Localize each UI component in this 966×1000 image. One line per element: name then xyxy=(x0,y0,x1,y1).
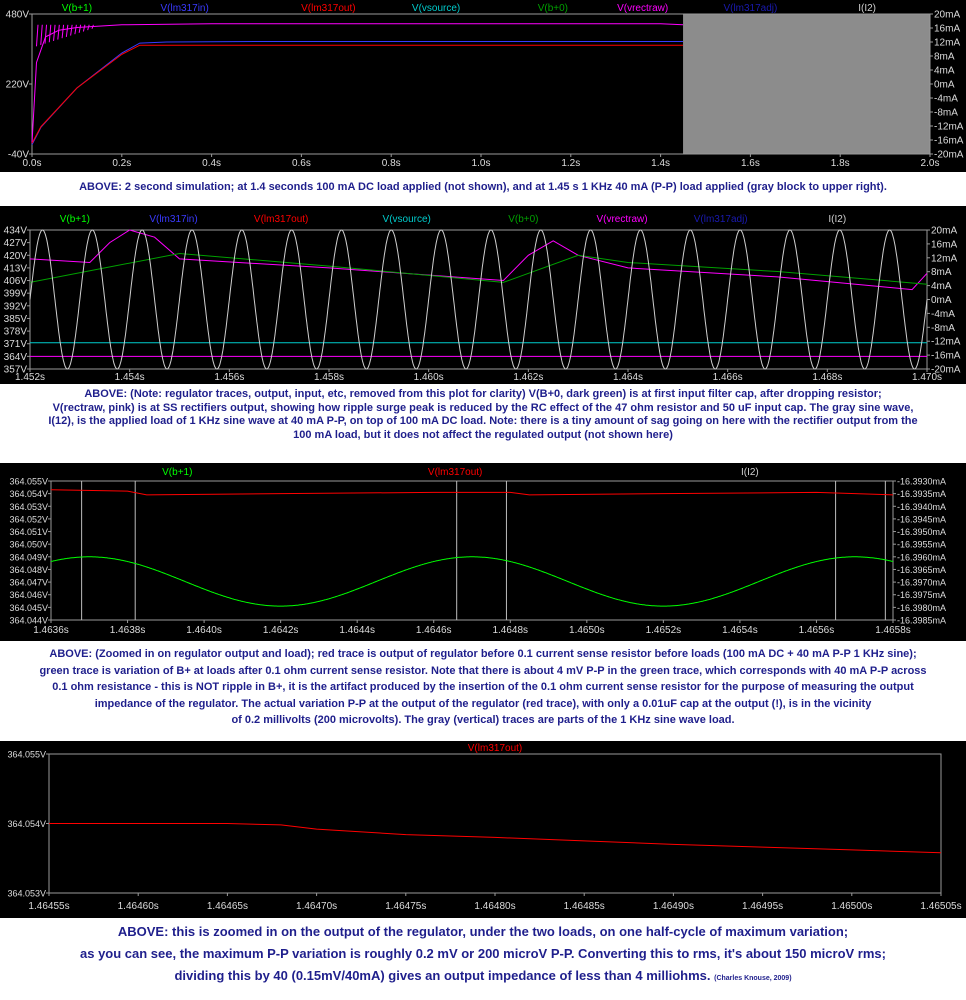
y-tick-label: 420V xyxy=(3,250,27,262)
caption-2-line: V(rectraw, pink) is at SS rectifiers output, showing how ripple surge peak is reduced by the RC effect of the 47 ohm resistor and 50 uF input cap. The gray sine wave, xyxy=(52,401,914,414)
y2-tick-label: 4mA xyxy=(934,65,955,77)
caption-3-line: of 0.2 millivolts (200 microvolts). The gray (vertical) traces are parts of the 1 KHz sine wave load. xyxy=(231,714,735,726)
y2-tick-label: -16mA xyxy=(934,135,964,147)
y2-tick-label: -16.3985mA xyxy=(897,615,947,626)
x-tick-label: 1.4650s xyxy=(569,625,605,636)
x-tick-label: 1.4s xyxy=(651,158,671,169)
y2-tick-label: 16mA xyxy=(931,239,958,251)
x-tick-label: 0.2s xyxy=(112,158,132,169)
plot-panel-3 xyxy=(0,463,966,641)
y-tick-label: 364.053V xyxy=(9,501,48,512)
y2-tick-label: 16mA xyxy=(934,23,961,35)
legend-entry: V(lm317in) xyxy=(149,214,198,225)
y2-tick-label: -12mA xyxy=(934,121,964,133)
y2-tick-label: -8mA xyxy=(934,107,958,119)
series-line-v-b-0- xyxy=(30,254,927,285)
x-tick-label: 1.470s xyxy=(911,372,943,383)
y-tick-label: 364.048V xyxy=(9,564,48,575)
x-tick-label: 0.0s xyxy=(22,158,42,169)
y-tick-label: 406V xyxy=(3,276,27,288)
ripple-mark xyxy=(92,25,94,29)
x-tick-label: 1.0s xyxy=(471,158,491,169)
y-tick-label: 364.046V xyxy=(9,590,48,601)
x-tick-label: 1.4652s xyxy=(645,625,682,636)
y-tick-label: 427V xyxy=(3,238,27,250)
y2-tick-label: -16.3955mA xyxy=(897,539,947,550)
y2-tick-label: -16.3980mA xyxy=(897,602,947,613)
legend-entry: V(vrectraw) xyxy=(596,214,648,225)
y2-tick-label: -16.3950mA xyxy=(897,527,947,538)
ripple-mark xyxy=(71,25,73,36)
x-tick-label: 1.452s xyxy=(14,372,46,383)
x-tick-label: 1.46495s xyxy=(742,901,784,912)
x-tick-label: 1.4656s xyxy=(798,625,835,636)
legend-entry: V(lm317out) xyxy=(301,3,356,14)
x-tick-label: 1.6s xyxy=(740,158,760,169)
plot-4-svg xyxy=(0,741,966,918)
x-tick-label: 1.4640s xyxy=(186,625,222,636)
x-tick-label: 1.46480s xyxy=(474,901,516,912)
x-tick-label: 1.4636s xyxy=(33,625,69,636)
y-tick-label: 364.052V xyxy=(9,514,48,525)
legend-entry: V(lm317out) xyxy=(467,743,523,754)
x-tick-label: 1.4638s xyxy=(109,625,146,636)
ripple-mark xyxy=(45,25,47,44)
y-tick-label: 220V xyxy=(5,79,29,91)
y2-tick-label: -16.3975mA xyxy=(897,590,947,601)
y2-tick-label: 8mA xyxy=(931,267,952,279)
credit: (Charles Knouse, 2009) xyxy=(714,975,792,982)
ripple-mark xyxy=(75,25,77,34)
caption-1-line: ABOVE: 2 second simulation; at 1.4 seconds 100 mA DC load applied (not shown), and at 1.45 s 1 KHz 40 mA (P-P) load applied (gray block to upper right). xyxy=(79,181,887,193)
x-tick-label: 1.4648s xyxy=(492,625,529,636)
caption-2 xyxy=(0,388,966,442)
ripple-mark xyxy=(62,25,64,38)
x-tick-label: 1.46465s xyxy=(206,901,248,912)
legend-entry: V(b+1) xyxy=(162,467,193,478)
y-tick-label: 364.055V xyxy=(7,749,46,760)
y2-tick-label: 20mA xyxy=(934,9,961,21)
legend-entry: V(lm317out) xyxy=(253,214,309,225)
y-tick-label: 364.054V xyxy=(7,819,46,829)
y2-tick-label: -16.3970mA xyxy=(897,577,947,588)
caption-3 xyxy=(0,646,966,729)
legend-entry: V(lm317adj) xyxy=(723,3,778,14)
y2-tick-label: -16mA xyxy=(931,350,961,362)
y2-tick-label: -8mA xyxy=(931,322,955,334)
caption-4-line: ABOVE: this is zoomed in on the output of the regulator, under the two loads, on one half-cycle of maximum variation; xyxy=(117,924,849,939)
y-tick-label: 434V xyxy=(3,225,27,237)
caption-3-line: ABOVE: (Zoomed in on regulator output and load); red trace is output of regulator before 0.1 current sense resistor before loads (100 mA DC + 40 mA P-P 1 KHz sine); xyxy=(49,648,917,660)
x-tick-label: 1.46505s xyxy=(920,901,962,912)
y-tick-label: 364.044V xyxy=(9,615,48,626)
ripple-mark xyxy=(79,25,81,33)
y2-tick-label: 4mA xyxy=(931,281,952,293)
x-tick-label: 1.456s xyxy=(214,372,245,383)
y-tick-label: 364.049V xyxy=(9,552,48,563)
x-tick-label: 1.46455s xyxy=(28,901,70,912)
x-tick-label: 1.454s xyxy=(114,372,145,383)
legend-entry: V(lm317in) xyxy=(160,3,209,14)
plot-2-svg xyxy=(0,206,966,384)
y-tick-label: 413V xyxy=(3,263,27,275)
x-tick-label: 0.4s xyxy=(202,158,222,169)
series-line-v-lm317out- xyxy=(51,490,893,495)
x-tick-label: 1.4654s xyxy=(722,625,758,636)
y-tick-label: 385V xyxy=(3,313,27,325)
y2-tick-label: 20mA xyxy=(931,225,958,237)
ripple-mark xyxy=(36,25,38,47)
ripple-mark xyxy=(88,25,90,30)
legend-entry: V(lm317out) xyxy=(427,467,483,478)
legend-entry: V(b+1) xyxy=(59,214,90,225)
legend-entry: I(I2) xyxy=(740,467,759,478)
x-tick-label: 2.0s xyxy=(920,158,940,169)
plot-3-svg xyxy=(0,463,966,641)
y2-tick-label: -16.3945mA xyxy=(897,514,947,525)
series-line-v-lm317out- xyxy=(32,45,683,143)
y-tick-label: 364.054V xyxy=(9,489,48,500)
legend-entry: V(vrectraw) xyxy=(617,3,669,14)
y2-tick-label: -16.3965mA xyxy=(897,564,947,575)
y2-tick-label: -20mA xyxy=(931,364,961,376)
legend-entry: I(I2) xyxy=(828,214,847,225)
ripple-mark xyxy=(41,25,43,45)
caption-4-line: as you can see, the maximum P-P variation is roughly 0.2 mV or 200 microV P-P. Converting this to rms, it's about 150 microV rms; xyxy=(80,946,886,961)
series-line-i-i2- xyxy=(30,230,927,369)
y-tick-label: 364.053V xyxy=(7,888,46,899)
y2-tick-label: -16.3940mA xyxy=(897,501,947,512)
legend-entry: V(b+0) xyxy=(537,3,568,14)
x-tick-label: 1.468s xyxy=(812,372,843,383)
legend-entry: V(b+1) xyxy=(61,3,93,14)
plot-panel-4 xyxy=(0,741,966,918)
y-tick-label: 480V xyxy=(5,9,29,21)
caption-3-line: 0.1 ohm resistance - this is NOT ripple in B+, it is the artifact produced by the insertion of the 0.1 ohm current sense resistor for the purpose of measuring the output xyxy=(52,681,914,693)
y-tick-label: 364.047V xyxy=(9,577,48,588)
x-tick-label: 1.8s xyxy=(830,158,850,169)
x-tick-label: 1.458s xyxy=(313,372,345,383)
ripple-mark xyxy=(66,25,68,37)
caption-4-line-text: dividing this by 40 (0.15mV/40mA) gives an output impedance of less than 4 milliohms. xyxy=(174,968,711,983)
plot-1-svg xyxy=(0,0,966,172)
plot-panel-2 xyxy=(0,206,966,384)
ripple-mark xyxy=(49,25,51,43)
caption-1 xyxy=(0,181,966,194)
series-line-v-b-1- xyxy=(51,557,893,606)
legend-entry: V(vsource) xyxy=(411,3,461,14)
legend-entry: V(b+0) xyxy=(508,214,539,225)
caption-2-line: I(12), is the applied load of 1 KHz sine wave at 40 mA P-P, on top of 100 mA DC load. Note: there is a tiny amount of sag going on here with the rectifier output from the xyxy=(48,415,918,427)
legend-entry: I(I2) xyxy=(858,3,877,14)
y2-tick-label: -16.3935mA xyxy=(897,489,947,500)
y-tick-label: 364.051V xyxy=(9,527,48,538)
x-tick-label: 1.460s xyxy=(413,372,444,383)
series-line-v-lm317in- xyxy=(32,42,683,145)
y2-tick-label: 0mA xyxy=(931,295,952,306)
y-tick-label: 364.045V xyxy=(9,602,48,613)
series-line-v-vrectraw- xyxy=(30,230,927,290)
y-tick-label: 364.055V xyxy=(9,476,48,487)
x-tick-label: 1.2s xyxy=(561,158,581,169)
x-tick-label: 1.464s xyxy=(612,372,644,383)
x-tick-label: 1.4644s xyxy=(339,625,375,636)
y2-tick-label: 12mA xyxy=(931,253,958,265)
legend-entry: V(vsource) xyxy=(382,214,431,225)
x-tick-label: 1.466s xyxy=(712,372,743,383)
y2-tick-label: 12mA xyxy=(934,37,961,49)
gray-load-block xyxy=(683,14,930,154)
y-tick-label: 371V xyxy=(3,339,27,351)
x-tick-label: 0.6s xyxy=(291,158,311,169)
x-tick-label: 1.462s xyxy=(513,372,544,383)
y-tick-label: 378V xyxy=(3,326,27,338)
x-tick-label: 0.8s xyxy=(381,158,401,169)
caption-2-line: ABOVE: (Note: regulator traces, output, input, etc, removed from this plot for clarity) V(B+0, dark green) is at first input filter cap, after dropping resistor; xyxy=(84,388,882,400)
ripple-mark xyxy=(83,25,85,32)
y-tick-label: 399V xyxy=(3,288,27,300)
y-tick-label: 392V xyxy=(3,301,27,313)
y2-tick-label: 0mA xyxy=(934,79,955,91)
caption-2-line: 100 mA load, but it does not affect the regulated output (not shown here) xyxy=(293,428,673,441)
y2-tick-label: -16.3930mA xyxy=(897,476,947,487)
caption-3-line: impedance of the regulator. The actual variation P-P at the output of the regulator (red trace), with only a 0.01uF cap at the output (!), is in the vicinity xyxy=(94,697,872,710)
x-tick-label: 1.46475s xyxy=(385,901,427,912)
x-tick-label: 1.46460s xyxy=(117,901,159,912)
y-tick-label: -40V xyxy=(7,149,29,161)
y-tick-label: 364V xyxy=(3,351,27,363)
plot-panel-1 xyxy=(0,0,966,172)
caption-4 xyxy=(0,921,966,990)
y2-tick-label: -4mA xyxy=(934,93,958,105)
y2-tick-label: -4mA xyxy=(931,308,955,320)
caption-4-line xyxy=(0,965,966,990)
y-tick-label: 364.050V xyxy=(9,539,48,550)
x-tick-label: 1.46470s xyxy=(296,901,338,912)
y2-tick-label: -16.3960mA xyxy=(897,552,947,563)
y2-tick-label: 8mA xyxy=(934,51,955,63)
y-tick-label: 357V xyxy=(3,364,27,376)
x-tick-label: 1.46500s xyxy=(831,901,873,912)
y2-tick-label: -20mA xyxy=(934,149,964,161)
x-tick-label: 1.46485s xyxy=(563,901,605,912)
x-tick-label: 1.4642s xyxy=(262,625,299,636)
y2-tick-label: -12mA xyxy=(931,336,961,348)
plot-frame xyxy=(51,481,893,620)
series-line-v-lm317out- xyxy=(49,824,941,853)
legend-entry: V(lm317adj) xyxy=(693,214,748,225)
caption-3-line: green trace is variation of B+ at loads after 0.1 ohm current sense resistor. Note that there is about 4 mV P-P in the green trace, which corresponds with 40 mA P-P across xyxy=(39,664,927,677)
x-tick-label: 1.46490s xyxy=(652,901,694,912)
ripple-mark xyxy=(58,25,60,40)
rectifier-ripple-group xyxy=(36,25,93,47)
x-tick-label: 1.4658s xyxy=(875,625,911,636)
x-tick-label: 1.4646s xyxy=(415,625,452,636)
